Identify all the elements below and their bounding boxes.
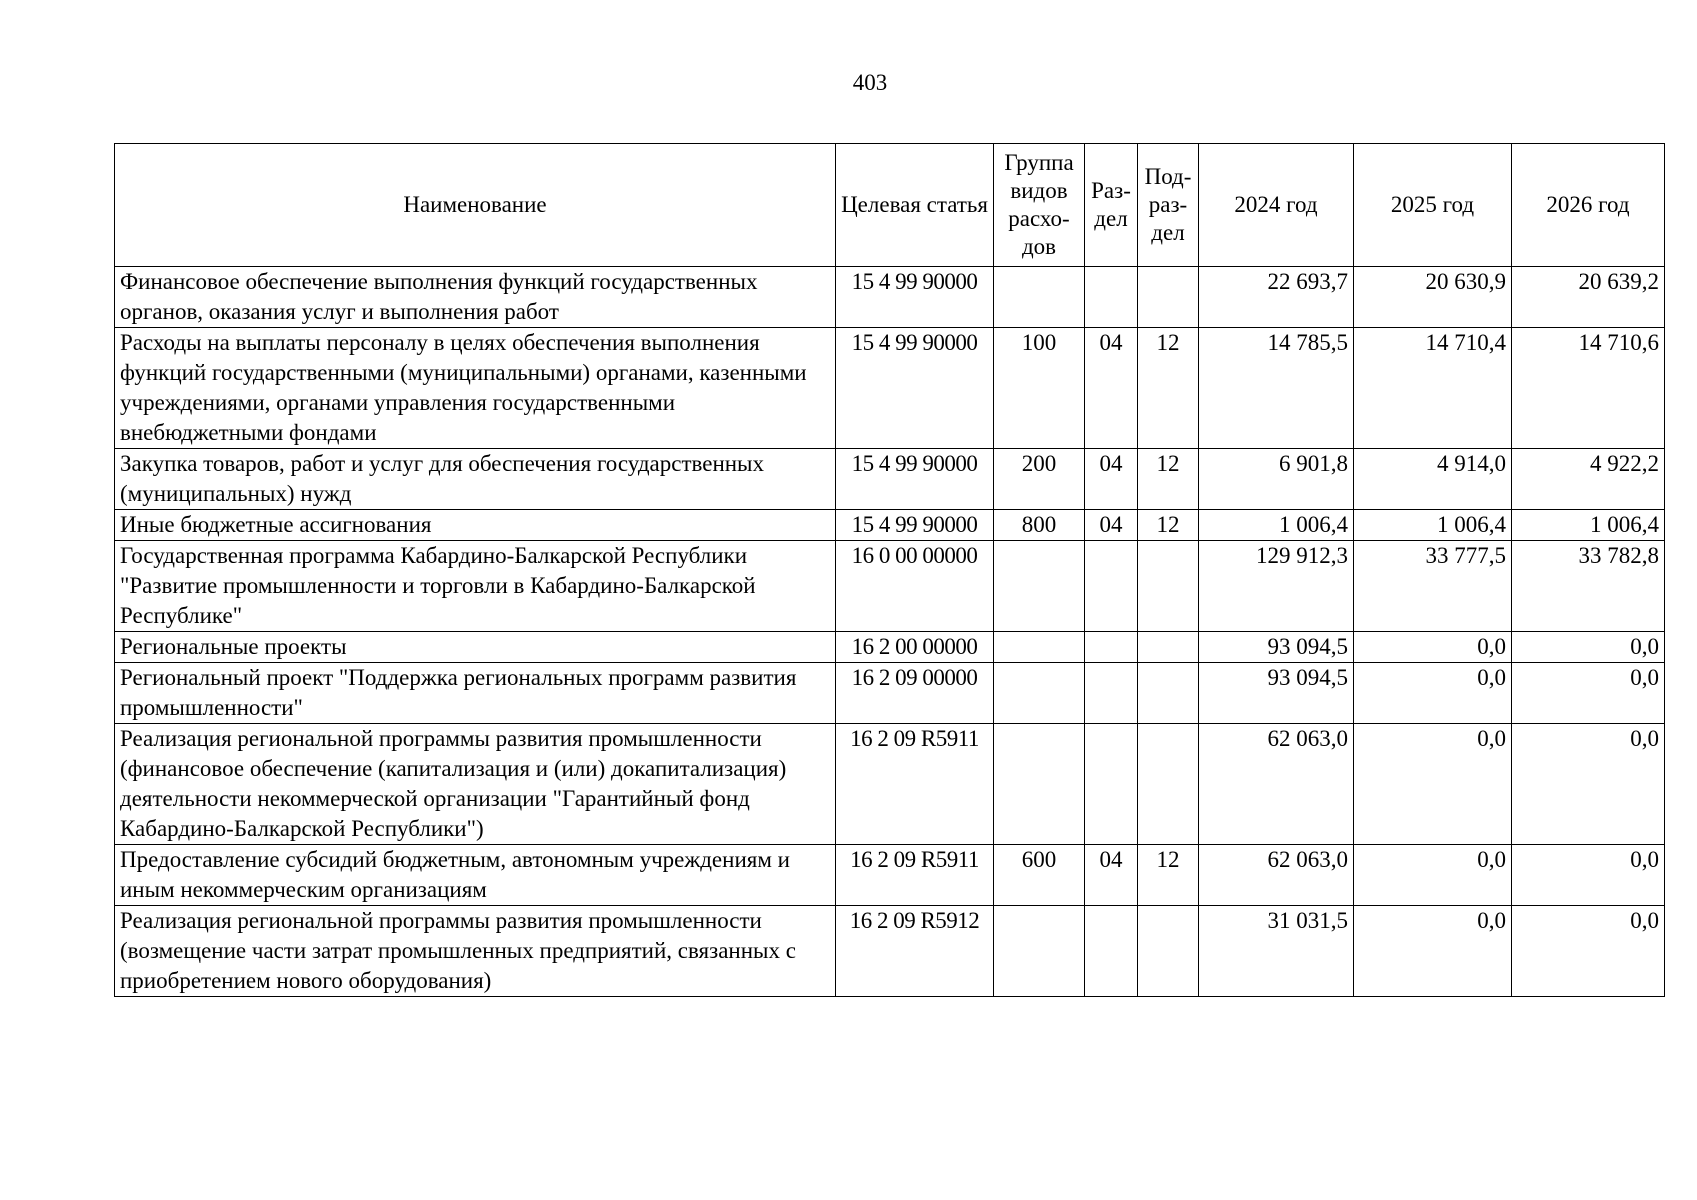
row-expense-group — [994, 541, 1085, 632]
header-year-2026: 2026 год — [1512, 144, 1665, 267]
row-amount-2024: 6 901,8 — [1199, 449, 1354, 510]
row-amount-2026: 4 922,2 — [1512, 449, 1665, 510]
row-amount-2024: 1 006,4 — [1199, 510, 1354, 541]
row-name: Региональный проект "Поддержка региональных программ развития промышленности" — [115, 663, 836, 724]
row-section — [1085, 632, 1138, 663]
row-target-item: 16 2 00 00000 — [836, 632, 994, 663]
row-name: Региональные проекты — [115, 632, 836, 663]
row-expense-group: 200 — [994, 449, 1085, 510]
row-amount-2026: 0,0 — [1512, 663, 1665, 724]
table-row — [115, 541, 1665, 632]
row-subsection: 12 — [1138, 328, 1199, 449]
row-amount-2026: 0,0 — [1512, 632, 1665, 663]
table-row — [115, 328, 1665, 449]
row-section — [1085, 663, 1138, 724]
row-target-item: 15 4 99 90000 — [836, 328, 994, 449]
table-header — [115, 144, 1665, 267]
row-section — [1085, 724, 1138, 845]
row-amount-2025: 0,0 — [1354, 632, 1512, 663]
row-amount-2024: 22 693,7 — [1199, 267, 1354, 328]
row-amount-2024: 31 031,5 — [1199, 906, 1354, 997]
row-target-item: 16 2 09 R5912 — [836, 906, 994, 997]
row-expense-group — [994, 267, 1085, 328]
row-section — [1085, 906, 1138, 997]
row-section: 04 — [1085, 510, 1138, 541]
row-subsection — [1138, 663, 1199, 724]
row-expense-group — [994, 724, 1085, 845]
table-body — [115, 267, 1665, 997]
row-name: Государственная программа Кабардино-Балкарской Республики "Развитие промышленности и торговли в Кабардино-Балкарской Республике" — [115, 541, 836, 632]
row-amount-2026: 20 639,2 — [1512, 267, 1665, 328]
table-row — [115, 510, 1665, 541]
row-name: Реализация региональной программы развития промышленности (финансовое обеспечение (капитализация и (или) докапитализация) деятельности некоммерческой организации "Гарантийный фонд Кабардино-Балкарской Республики") — [115, 724, 836, 845]
row-amount-2026: 0,0 — [1512, 845, 1665, 906]
header-target-item: Целевая статья — [836, 144, 994, 267]
row-name: Финансовое обеспечение выполнения функций государственных органов, оказания услуг и выполнения работ — [115, 267, 836, 328]
row-expense-group: 100 — [994, 328, 1085, 449]
row-amount-2026: 0,0 — [1512, 906, 1665, 997]
row-target-item: 16 2 09 00000 — [836, 663, 994, 724]
row-target-item: 16 0 00 00000 — [836, 541, 994, 632]
header-name: Наименование — [115, 144, 836, 267]
row-amount-2024: 129 912,3 — [1199, 541, 1354, 632]
table-row — [115, 449, 1665, 510]
row-amount-2024: 93 094,5 — [1199, 663, 1354, 724]
header-section: Раз-дел — [1085, 144, 1138, 267]
row-amount-2025: 0,0 — [1354, 663, 1512, 724]
row-amount-2024: 62 063,0 — [1199, 845, 1354, 906]
row-amount-2025: 0,0 — [1354, 845, 1512, 906]
table-row — [115, 267, 1665, 328]
row-section: 04 — [1085, 449, 1138, 510]
row-amount-2024: 14 785,5 — [1199, 328, 1354, 449]
row-subsection — [1138, 267, 1199, 328]
row-amount-2026: 33 782,8 — [1512, 541, 1665, 632]
page-number: 403 — [852, 70, 888, 95]
row-section: 04 — [1085, 328, 1138, 449]
row-name: Расходы на выплаты персоналу в целях обеспечения выполнения функций государственными (муниципальными) органами, казенными учреждениями, органами управления государственными внебюджетными фондами — [115, 328, 836, 449]
row-subsection: 12 — [1138, 510, 1199, 541]
row-target-item: 15 4 99 90000 — [836, 449, 994, 510]
row-target-item: 15 4 99 90000 — [836, 267, 994, 328]
row-target-item: 16 2 09 R5911 — [836, 724, 994, 845]
row-subsection — [1138, 906, 1199, 997]
row-subsection — [1138, 541, 1199, 632]
row-section — [1085, 267, 1138, 328]
row-expense-group: 800 — [994, 510, 1085, 541]
row-amount-2025: 4 914,0 — [1354, 449, 1512, 510]
row-amount-2025: 0,0 — [1354, 906, 1512, 997]
budget-table — [114, 143, 1665, 997]
row-subsection: 12 — [1138, 845, 1199, 906]
row-amount-2025: 14 710,4 — [1354, 328, 1512, 449]
row-amount-2025: 1 006,4 — [1354, 510, 1512, 541]
row-name: Реализация региональной программы развития промышленности (возмещение части затрат промышленных предприятий, связанных с приобретением нового оборудования) — [115, 906, 836, 997]
row-expense-group — [994, 906, 1085, 997]
header-year-2025: 2025 год — [1354, 144, 1512, 267]
row-expense-group — [994, 632, 1085, 663]
row-subsection — [1138, 724, 1199, 845]
row-expense-group — [994, 663, 1085, 724]
row-expense-group: 600 — [994, 845, 1085, 906]
row-amount-2024: 62 063,0 — [1199, 724, 1354, 845]
row-amount-2026: 1 006,4 — [1512, 510, 1665, 541]
row-name: Предоставление субсидий бюджетным, автономным учреждениям и иным некоммерческим организациям — [115, 845, 836, 906]
row-name: Закупка товаров, работ и услуг для обеспечения государственных (муниципальных) нужд — [115, 449, 836, 510]
row-amount-2025: 33 777,5 — [1354, 541, 1512, 632]
row-amount-2025: 20 630,9 — [1354, 267, 1512, 328]
table-row — [115, 724, 1665, 845]
row-section: 04 — [1085, 845, 1138, 906]
row-section — [1085, 541, 1138, 632]
table-row — [115, 845, 1665, 906]
table-row — [115, 663, 1665, 724]
table-row — [115, 632, 1665, 663]
row-name: Иные бюджетные ассигнования — [115, 510, 836, 541]
row-amount-2026: 14 710,6 — [1512, 328, 1665, 449]
table-row — [115, 906, 1665, 997]
row-target-item: 15 4 99 90000 — [836, 510, 994, 541]
header-subsection: Под-раз-дел — [1138, 144, 1199, 267]
header-expense-group: Группа видов расхо-дов — [994, 144, 1085, 267]
header-year-2024: 2024 год — [1199, 144, 1354, 267]
row-target-item: 16 2 09 R5911 — [836, 845, 994, 906]
row-amount-2024: 93 094,5 — [1199, 632, 1354, 663]
row-amount-2026: 0,0 — [1512, 724, 1665, 845]
row-amount-2025: 0,0 — [1354, 724, 1512, 845]
row-subsection: 12 — [1138, 449, 1199, 510]
row-subsection — [1138, 632, 1199, 663]
